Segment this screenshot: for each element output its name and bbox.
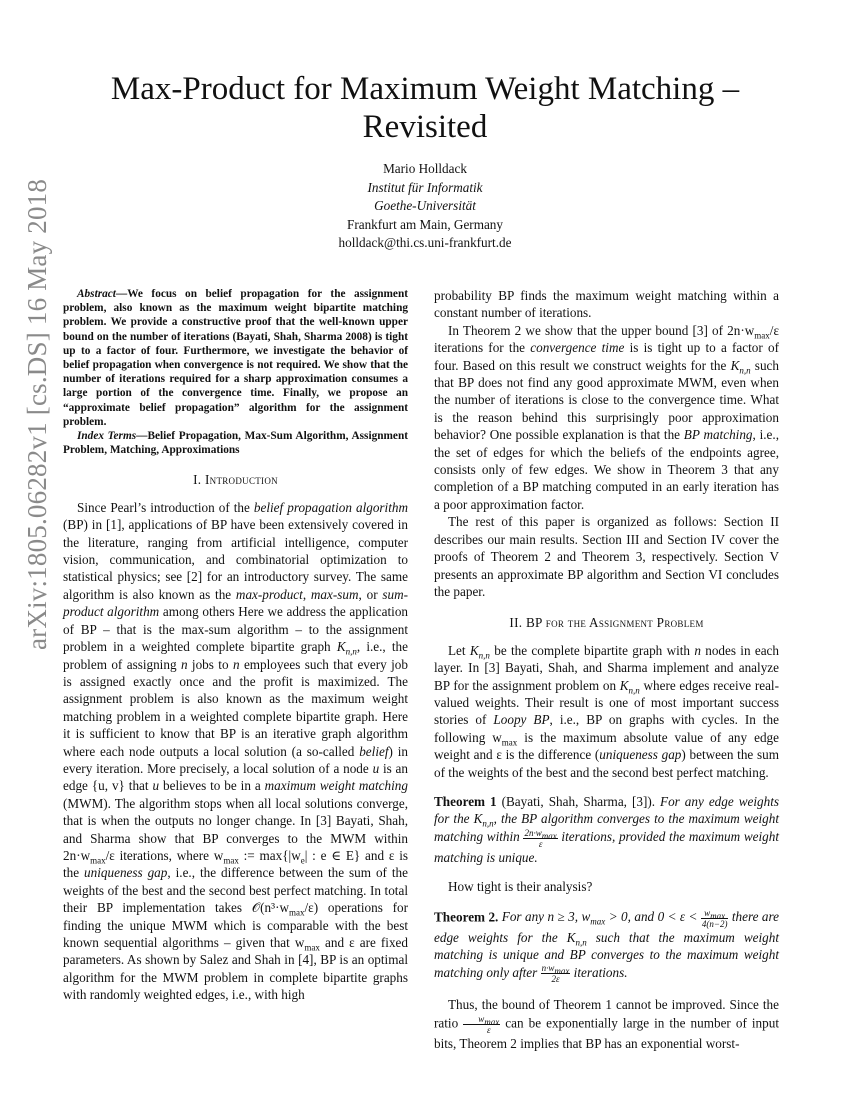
author-name: Mario Holldack <box>383 161 467 176</box>
fraction-epsilon-bound: $\frac{w_{max}}{4(n-2)}$ <box>701 907 728 929</box>
paper-title <box>60 70 790 146</box>
title-line-2: Revisited <box>362 109 488 145</box>
index-terms-text: —Belief Propagation, Max-Sum Algorithm, Assignment Problem, Matching, Approximations <box>63 430 408 457</box>
abstract <box>63 287 408 457</box>
section-heading-bp-assignment: II. BP for the Assignment Problem <box>509 615 704 631</box>
right-paragraph-4: Let $K_{n,n}$ be the complete bipartite graph with n nodes in each layer. In [3] Bayati, Shah, and Sharma implement and analyze BP for the assignment problem on $K_{n,n}$ where edges receive real-valued weights. Their result is one of most important success stories of Loopy BP, i.e., BP on graphs with cycles. In the following $w_{max}$ is the maximum absolute value of any edge weight and ε is the difference (uniqueness gap) between the sum of the weights of the best and the second best perfect matching. <box>434 642 779 780</box>
right-column <box>434 287 779 1052</box>
fraction-iterations: $\frac{2n\cdot w_{max}}{\varepsilon}$ <box>524 827 557 849</box>
fraction-lower-bound: $\frac{n\cdot w_{max}}{2\varepsilon}$ <box>541 963 570 985</box>
author-block <box>60 160 790 253</box>
left-column <box>63 287 408 1004</box>
right-paragraph-3: The rest of this paper is organized as follows: Section II describes our main results. Section III and Section IV cover the proofs of Theorem 2 and Theorem 3, respectively. Section V presents an approximate BP algorithm and Section VI concludes the paper. <box>434 514 779 599</box>
fraction-ratio: $\frac{w_{max}}{\varepsilon}$ <box>463 1014 500 1035</box>
index-terms-label: Index Terms <box>77 430 137 443</box>
right-paragraph-1: probability BP finds the maximum weight matching within a constant number of iterations. <box>434 288 779 321</box>
arxiv-identifier: arXiv:1805.06282v1 [cs.DS] 16 May 2018 <box>22 178 52 650</box>
theorem-2: Theorem 2. For any n ≥ 3, $w_{max} > 0$, and 0 < ε < $\frac{w_{max}}{4(n-2)}$ there are edge weights for the $K_{n,n}$ such that the maximum weight matching is unique and BP converges to the maximum weight matching only after $\frac{n\cdot w_{max}}{2\varepsilon}$ iterations. <box>434 907 780 985</box>
right-paragraph-6: Thus, the bound of Theorem 1 cannot be improved. Since the ratio $\frac{w_{max}}{\varepsilon}$ can be exponentially large in the number of input bits, Theorem 2 implies that BP has an exponential worst- <box>434 997 780 1051</box>
author-email: holldack@thi.cs.uni-frankfurt.de <box>338 235 512 251</box>
right-paragraph-2: In Theorem 2 we show that the upper bound [3] of $2n\cdot w_{max}/\varepsilon$ iterations for the convergence time is is tight up to a factor of four. Based on this result we construct weights for the $K_{n,n}$ such that BP does not find any good approximate MWM, even when the number of iterations is close to the convergence time. What is the reason behind this surprisingly poor approximation behavior? One possible explanation is that the BP matching, i.e., the set of edges for which the beliefs of the endpoints agree, consists only of few edges. We show in Theorem 3 that any completion of a BP matching computed in an early iteration has a poor approximation factor. <box>434 322 780 512</box>
author-city: Frankfurt am Main, Germany <box>346 216 503 232</box>
section-heading-introduction: I. Introduction <box>193 472 278 488</box>
right-paragraph-5: How tight is their analysis? <box>448 879 593 895</box>
author-university: Goethe-Universität <box>374 198 476 214</box>
abstract-label: Abstract <box>77 288 116 300</box>
theorem-1: Theorem 1 (Bayati, Shah, Sharma, [3]). For any edge weights for the $K_{n,n}$, the BP algorithm converges to the maximum weight matching within $\frac{2n\cdot w_{max}}{\varepsilon}$ iterations, provided the maximum weight matching is unique. <box>434 793 780 865</box>
intro-paragraph: Since Pearl’s introduction of the belief propagation algorithm (BP) in [1], applications of BP have been extensively covered in the literature, ranging from artificial intelligence, computer vision, communication, and combinatorial optimization to statistical physics; see [2] for an introductory survey. The same algorithm is also known as the max-product, max-sum, or sum-product algorithm among others Here we address the application of BP – that is the max-sum algorithm – to the assignment problem in a weighted complete bipartite graph $K_{n,n}$, i.e., the problem of assigning n jobs to n employees such that every job is assigned exactly once and the profit is maximized. The assignment problem is also known as the maximum weight matching problem in a weighted complete bipartite graph. Here it is sufficient to know that BP is an iterative graph algorithm where each node outputs a local solution (a so-called belief) in every iteration. More precisely, a local solution of a node u is an edge {u, v} that u believes to be in a maximum weight matching (MWM). The algorithm stops when all local solutions converge, that is when the outputs no longer change. In [3] Bayati, Shah, and Sharma show that BP converges to the MWM within $2n\cdot w_{max}/\varepsilon$ iterations, where $w_{max}$ := $\max\{|w_e|$ : e ∈ E} and ε is the uniqueness gap, i.e., the difference between the sum of the weights of the best and the second best perfect matching. In total their BP implementation takes $𝒪(n^3\cdot w_{max}/\varepsilon)$ operations for finding the unique MWM which is comparable with the best known sequential algorithms – given that $w_{max}$ and ε are fixed parameters. As shown by Salez and Shah in [4], BP is an optimal algorithm for the MWM problem in complete bipartite graphs with randomly weighted edges, i.e., with high <box>63 499 409 1003</box>
abstract-text: —We focus on belief propagation for the assignment problem, also known as the maximum weight bipartite matching problem. We provide a constructive proof that the well-known upper bound on the number of iterations (Bayati, Shah, Sharma 2008) is tight up to a factor of four. Furthermore, we investigate the behavior of belief propagation when convergence is not required. We show that the number of iterations required for a sharp approximation consumes a large portion of the convergence time. Finally, we propose an “approximate belief propagation” algorithm for the assignment problem. <box>63 288 408 428</box>
author-institute: Institut für Informatik <box>367 179 483 195</box>
title-line-1: Max-Product for Maximum Weight Matching – <box>110 71 740 107</box>
